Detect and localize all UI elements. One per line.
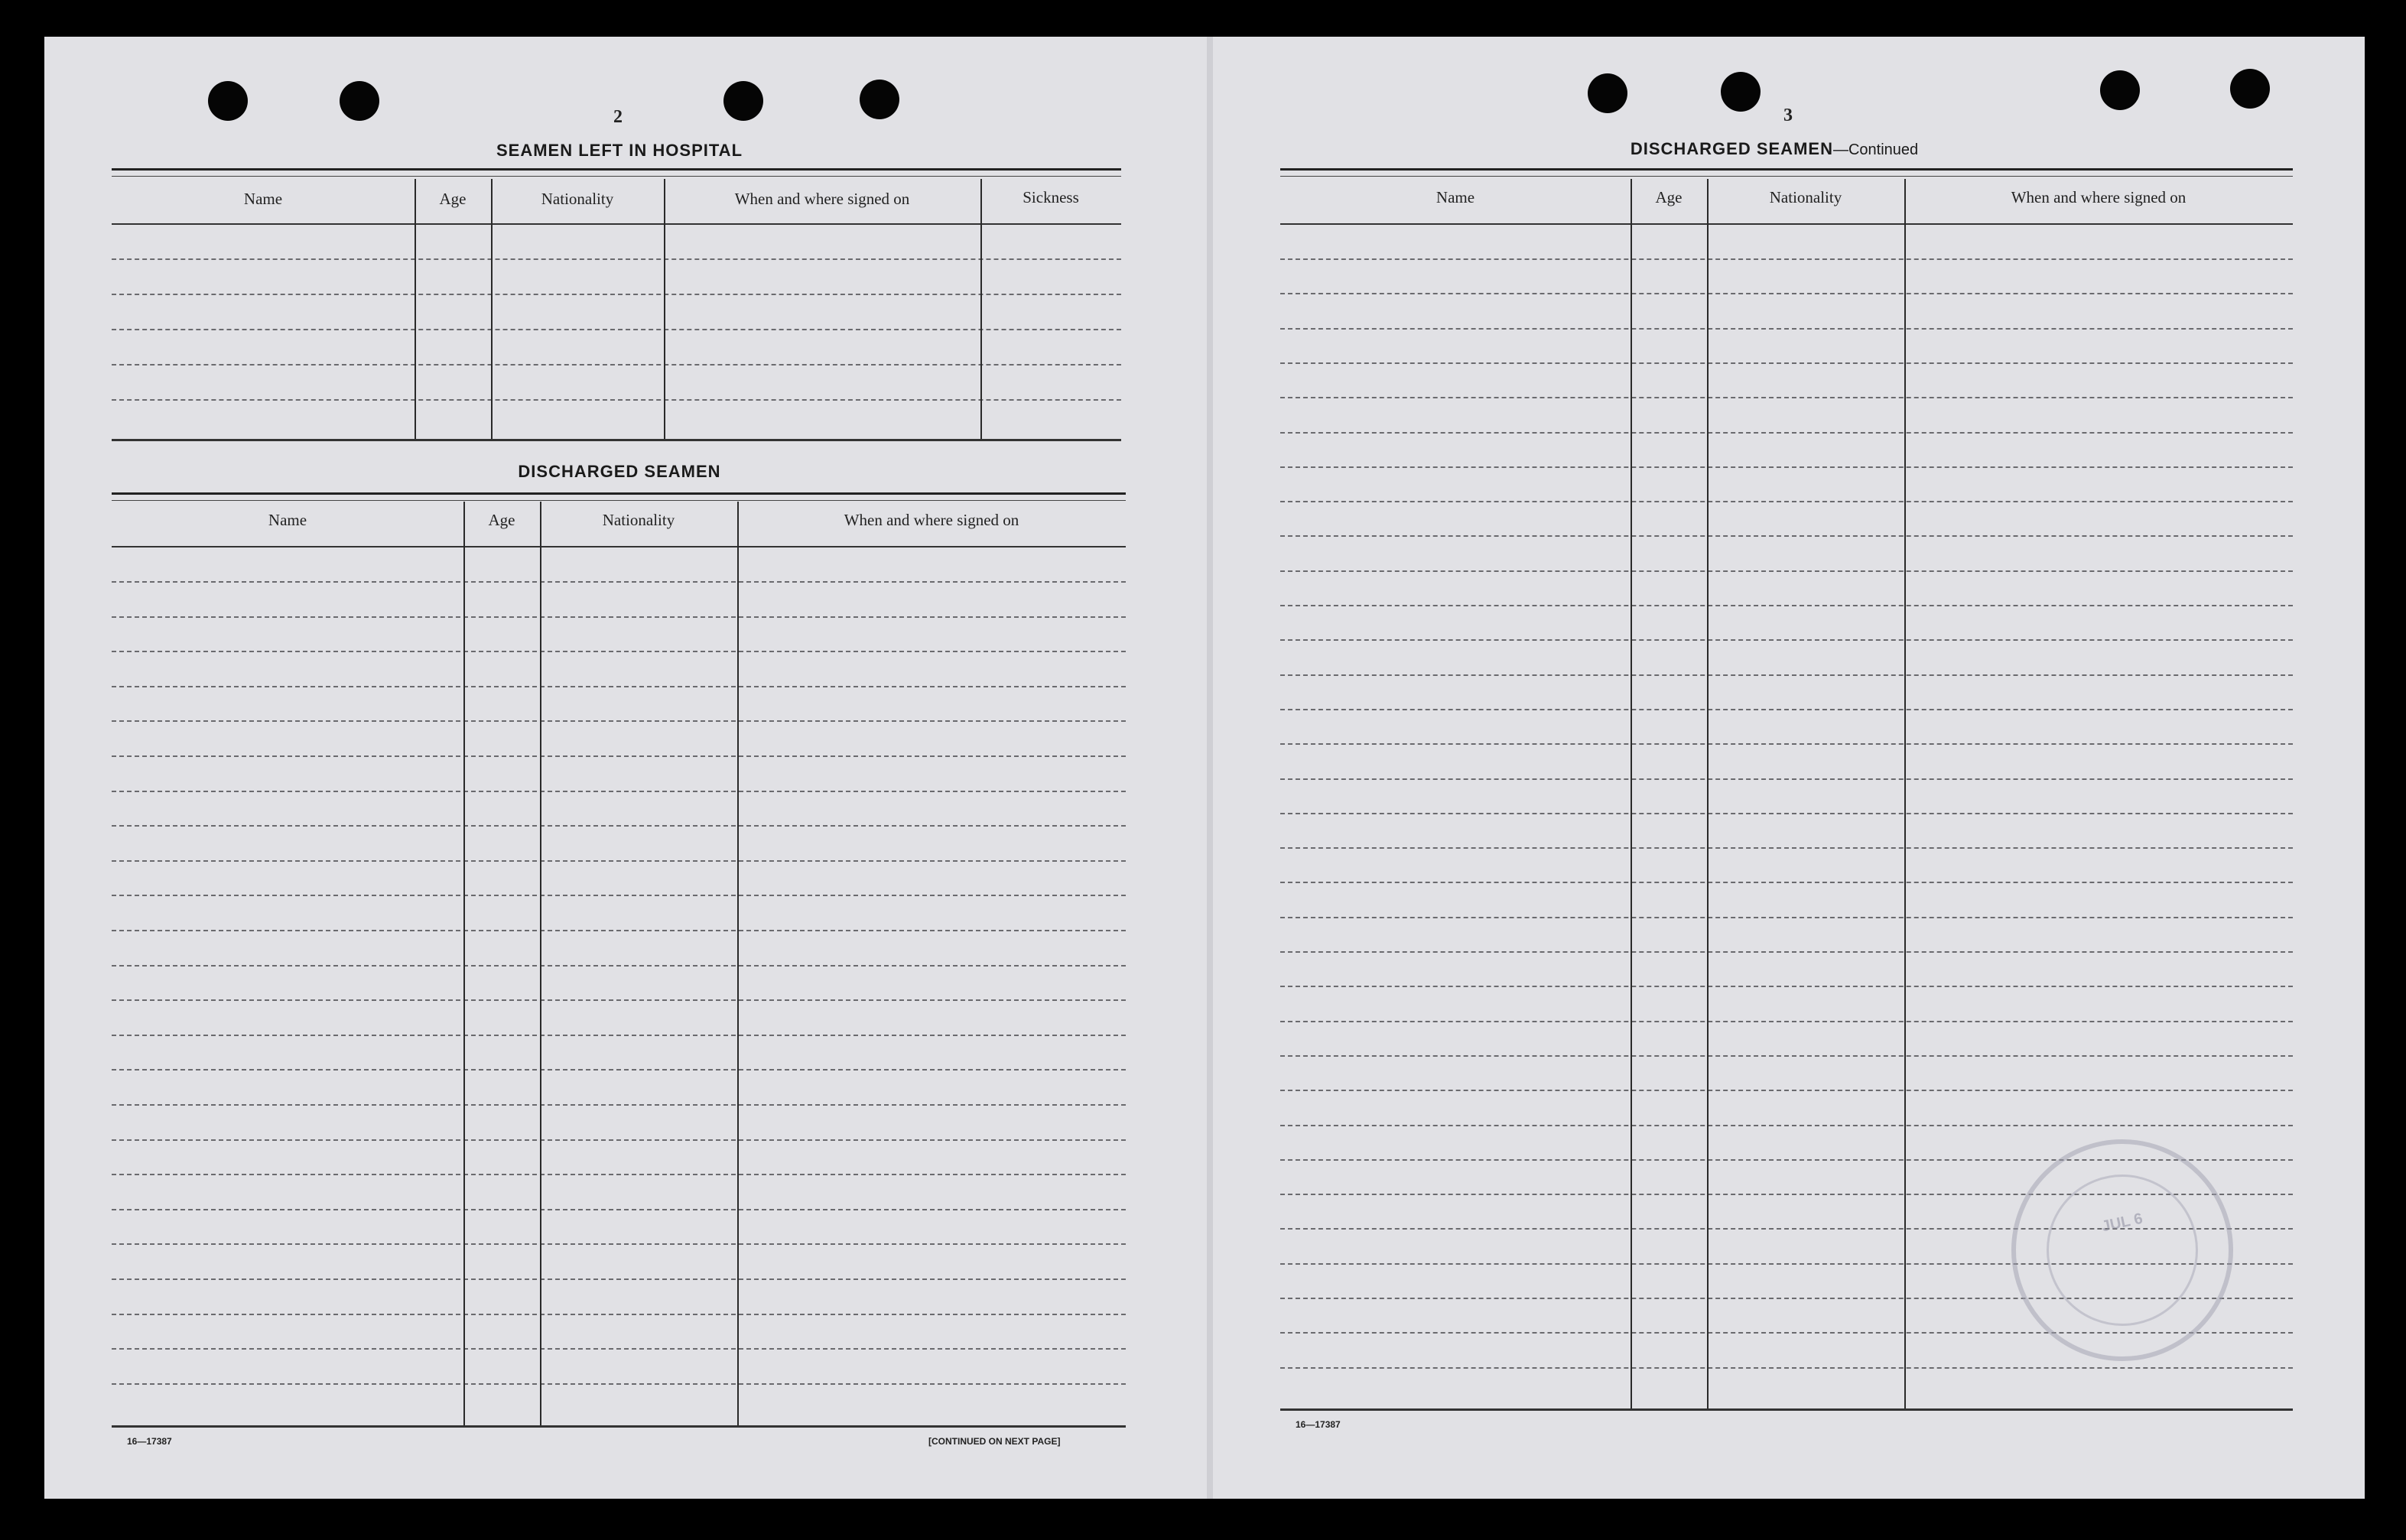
discharged-col-name: Name <box>268 511 307 529</box>
punch-hole <box>1721 72 1761 112</box>
blank-row-rule <box>112 1383 1126 1385</box>
discharged-table-left <box>112 492 1126 1428</box>
hospital-table <box>112 168 1121 443</box>
blank-row-rule <box>112 1174 1126 1175</box>
blank-row-rule <box>1280 882 2293 883</box>
continued-note: [CONTINUED ON NEXT PAGE] <box>928 1436 1061 1447</box>
stamp-inner-ring <box>2047 1174 2198 1326</box>
right-col-nationality: Nationality <box>1769 188 1842 206</box>
blank-row-rule <box>1280 743 2293 745</box>
blank-row-rule <box>1280 535 2293 537</box>
right-title-suffix: —Continued <box>1832 141 1919 158</box>
official-stamp <box>2011 1139 2233 1361</box>
blank-row-rule <box>1280 466 2293 468</box>
hospital-col-sickness: Sickness <box>1023 188 1079 206</box>
blank-row-rule <box>1280 432 2293 434</box>
punch-hole <box>340 81 379 121</box>
blank-row-rule <box>112 860 1126 862</box>
blank-row-rule <box>1280 709 2293 710</box>
blank-row-rule <box>1280 986 2293 987</box>
blank-row-rule <box>112 965 1126 967</box>
blank-row-rule <box>112 895 1126 896</box>
blank-row-rule <box>112 1104 1126 1106</box>
blank-row-rule <box>112 616 1126 618</box>
hospital-col-age: Age <box>439 190 467 208</box>
right-section-title <box>1560 139 1988 159</box>
punch-hole <box>2100 70 2140 110</box>
punch-hole <box>1588 73 1627 113</box>
blank-row-rule <box>112 1348 1126 1350</box>
blank-row-rule <box>1280 778 2293 780</box>
blank-row-rule <box>112 1139 1126 1141</box>
blank-row-rule <box>1280 397 2293 398</box>
blank-row-rule <box>112 1069 1126 1071</box>
hospital-col-signed-on: When and where signed on <box>734 190 910 208</box>
punch-hole <box>208 81 248 121</box>
blank-row-rule <box>1280 570 2293 572</box>
blank-row-rule <box>1280 258 2293 260</box>
blank-row-rule <box>112 1243 1126 1245</box>
blank-row-rule <box>112 1209 1126 1210</box>
blank-row-rule <box>1280 1021 2293 1022</box>
punch-hole <box>723 81 763 121</box>
blank-row-rule <box>1280 605 2293 606</box>
form-number-left: 16—17387 <box>127 1436 172 1447</box>
blank-row-rule <box>112 930 1126 931</box>
punch-hole <box>2230 69 2270 109</box>
blank-row-rule <box>112 1035 1126 1036</box>
blank-row-rule <box>1280 362 2293 364</box>
right-col-age: Age <box>1655 188 1683 206</box>
hospital-col-nationality: Nationality <box>541 190 614 208</box>
discharged-col-nationality: Nationality <box>602 511 675 529</box>
blank-row-rule <box>1280 951 2293 953</box>
blank-row-rule <box>112 791 1126 792</box>
blank-row-rule <box>112 651 1126 652</box>
blank-row-rule <box>1280 1055 2293 1057</box>
blank-row-rule <box>112 999 1126 1001</box>
blank-row-rule <box>1280 917 2293 918</box>
blank-row-rule <box>112 720 1126 722</box>
blank-row-rule <box>1280 1090 2293 1091</box>
blank-row-rule <box>1280 293 2293 294</box>
blank-row-rule <box>112 581 1126 583</box>
page-number-right: 3 <box>1783 106 1793 125</box>
blank-row-rule <box>1280 1125 2293 1126</box>
blank-row-rule <box>1280 1367 2293 1369</box>
blank-row-rule <box>112 686 1126 687</box>
page-number-left: 2 <box>613 107 623 127</box>
hospital-col-name: Name <box>243 190 283 208</box>
blank-row-rule <box>112 1314 1126 1315</box>
blank-row-rule <box>1280 328 2293 330</box>
blank-row-rule <box>1280 813 2293 814</box>
blank-row-rule <box>112 755 1126 757</box>
stamp-date: JUL 6 <box>2100 1210 2144 1236</box>
blank-row-rule <box>1280 847 2293 849</box>
punch-hole <box>860 80 899 119</box>
right-col-signed-on: When and where signed on <box>2011 188 2187 206</box>
form-number-right: 16—17387 <box>1296 1419 1341 1430</box>
blank-row-rule <box>112 1278 1126 1280</box>
blank-row-rule <box>112 825 1126 827</box>
discharged-col-age: Age <box>488 511 515 529</box>
blank-row-rule <box>1280 639 2293 641</box>
blank-row-rule <box>1280 501 2293 502</box>
right-title-main: DISCHARGED SEAMEN <box>1630 139 1833 158</box>
blank-row-rule <box>1280 674 2293 676</box>
right-col-name: Name <box>1435 188 1475 206</box>
discharged-section-title: DISCHARGED SEAMEN <box>518 462 721 481</box>
page-gutter <box>1207 37 1213 1499</box>
discharged-col-signed-on: When and where signed on <box>844 511 1019 529</box>
hospital-section-title: SEAMEN LEFT IN HOSPITAL <box>496 141 743 160</box>
